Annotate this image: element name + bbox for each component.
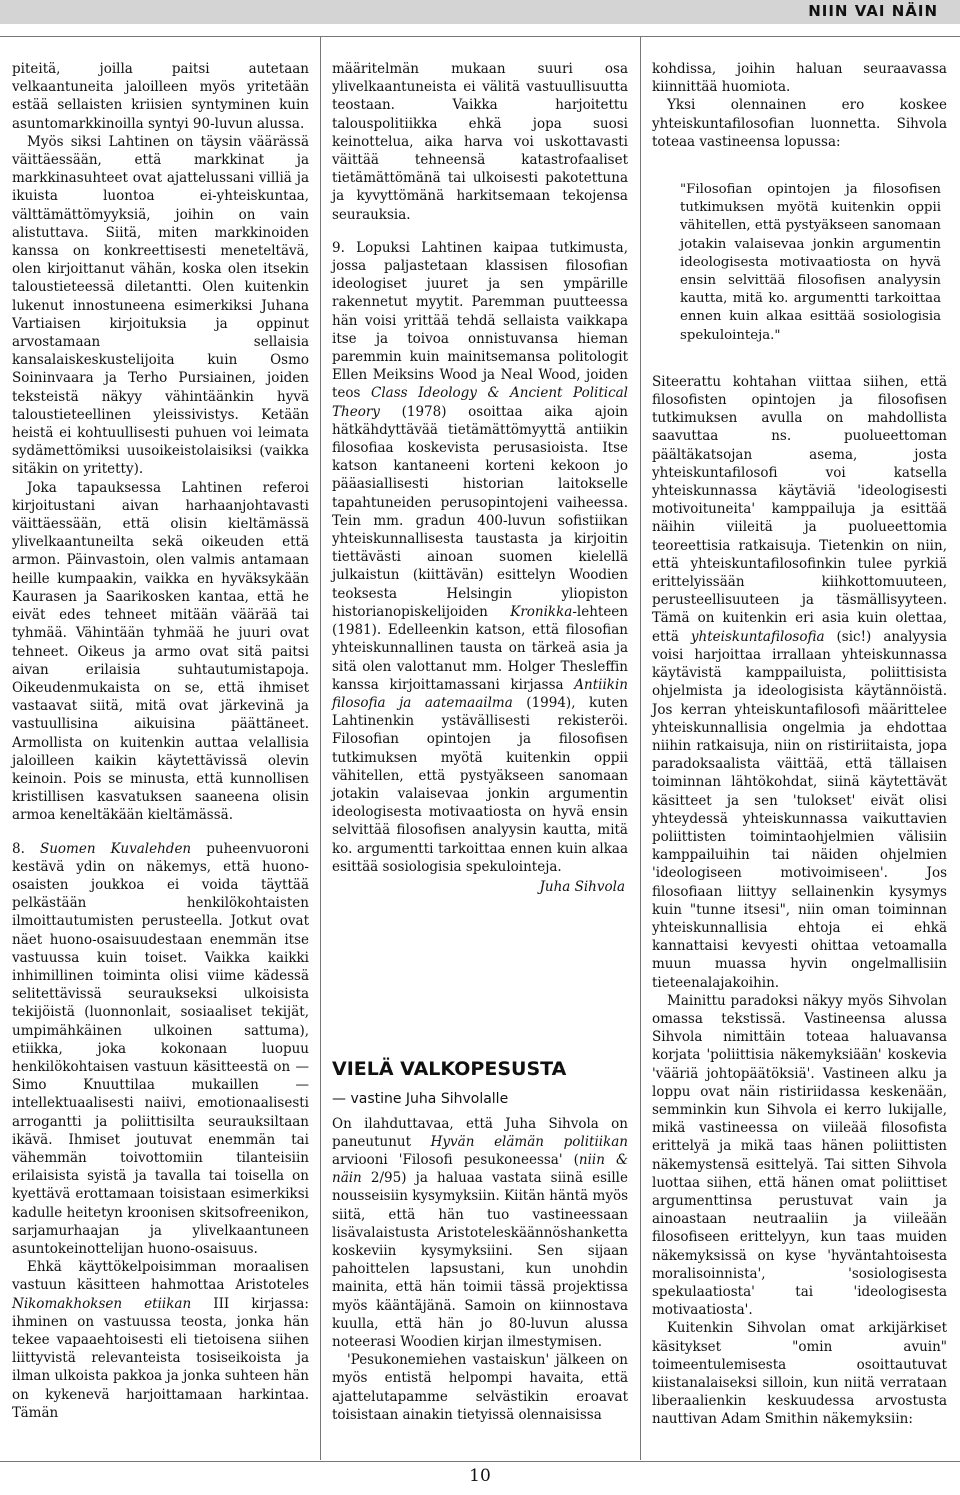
paragraph-text: puheenvuoroni kestävä ydin on näkemys, että huono-osaisten joukkoa ei voida täyttää pelkästään henkilökohtaisten ilmoittautumisten perusteella. Jotkut ovat näet huono-osaisuudestaan enemmän itse vastuussa kuin toiset. Vaikka kaikki inhimillinen toiminta olisi viime kädessä selitettävissä seuraukseksi ulkoisista tekijöistä (luonnonlait, sosiaaliset tekijät, umpimähkäinen ulkoinen sattuma), etiikka, joka kokonaan luopuu henkilökohtaisen vastuun käsitteestä on — Simo Knuuttilaa mukaillen — intellektuaalisesti naiivi, emotionaalisesti arrogantti ja poliittisilta seurauksiltaan ikävä. Ihmiset joutuvat enemmän tai vähemmän toivottomiin tilanteisiin erilaisista syistä ja tavalla tai toisella on kyettävä erottamaan toisistaan esimerkiksi kadulle heitetyn kroonisen skitsofreenikon, sarjamurhaajan ja ylivelkaantuneen asuntokeinottelijan huono-osaisuus.: [12, 840, 309, 1257]
paragraph: 'Pesukonemiehen vastaiskun' jälkeen on myös entistä helpompi havaita, että ajattelutapamme selvästikin eroavat toisistaan ainakin tietyissä olennaisissa: [332, 1352, 628, 1423]
publication-title: Kronikka: [510, 603, 573, 620]
book-title: Nikomakhoksen etiikan: [12, 1295, 192, 1312]
publication-title: Suomen Kuvalehden: [39, 840, 192, 857]
paragraph-text: Siteerattu kohtahan viittaa siihen, että filosofisten opintojen ja filosofisen tutkimuksen avulla on mahdollista saavuttaa ns. puolueettoman päältäkatsojan asema, josta yhteiskuntafilosofi voi katsella yhteiskunnassa käytäviä 'ideologisesti motivoituneita' kamppailuja ja esittää näihin viileitä ja puolueettomia teoreettisia ratkaisuja. Tietenkin on niin, että yhteiskuntafilosofinkin tulee pyrkiä erittelyissään kiihkottomuuteen, perusteellisuuteen ja täsmällisyyteen. Tämä on kuitenkin eri asia kuin olettaa, että: [652, 373, 947, 645]
column-3: [652, 60, 947, 1429]
publication-title: niin & näin: [332, 1151, 629, 1187]
paragraph: kohdissa, joihin haluan seuraavassa kiinnittää huomiota.: [652, 61, 947, 96]
column-rule: [320, 36, 321, 1460]
paragraph: [332, 239, 628, 876]
book-title: Antiikin filosofia ja aatemaailma: [332, 676, 628, 711]
paragraph-text: Ehkä käyttökelpoisimman moraalisen vastuun käsitteen hahmottaa Aristoteles: [12, 1259, 309, 1294]
paragraph: Myös siksi Lahtinen on täysin väärässä väittäessään, että markkinat ja markkinasuhteet ovat ajattelussani villiä ja ikuista luontoa ei-yhteiskuntaa, välttämättömyyksiä, joihin on vain alistuttava. Siitä, miten markkinoiden kanssa on konkreettisesti meneteltävä, olen kirjoittanut vähän, koska olen itsekin taloustieteessä diletantti. Olen kuitenkin lukenut innostuneena esimerkiksi Juhana Vartiaisen kirjoituksia ja oppinut arvostamaan sellaisia kansalaiskeskustelijoita kuin Osmo Soininvaara ja Terho Pursiainen, joiden teksteistä näkyy vähintäänkin hyvä taloustieteellinen yleissivistys. Ketään heistä ei kohtuullisesti puhuen voi leimata sydämettömiksi uusoikeistolaisiksi (vaikka sitäkin on yritetty).: [12, 133, 309, 478]
paragraph: Kuitenkin Sihvolan omat arkijärkiset käsitykset "omin avuin" toimeentulemisesta osoittautuvat kiistanalaiseksi silloin, kun niitä verrataan liberaalienkin keskuudessa arvostusta nauttivan Adam Smithin näkemyksiin:: [652, 1320, 947, 1428]
book-title: Hyvän elämän politiikan: [430, 1133, 629, 1150]
paragraph: määritelmän mukaan suuri osa ylivelkaantuneista ei välitä vastuullisuutta teostaan. Vaikka harjoitettu talouspolitiikka ehkä jopa suosi keinottelua, aika harva voi uskottavasti väittää tehneensä katastrofaaliset tietämättömänä tai ulkoisesti pakotettuna ja kyvyttömänä harkitsemaan tekojensa seurauksia.: [332, 61, 628, 223]
paragraph: piteitä, joilla paitsi autetaan velkaantuneita jaloilleen myös yritetään estää sellaisten kriisien syntyminen kuin asuntomarkkinoilla syntyi 90-luvun alussa.: [12, 61, 309, 132]
paragraph: [332, 1115, 628, 1352]
paragraph: Yksi olennainen ero koskee yhteiskuntafilosofian luonnetta. Sihvola toteaa vastineensa lopussa:: [652, 97, 947, 150]
column-1: [12, 60, 309, 1422]
article-title: VIELÄ VALKOPESUSTA: [332, 1058, 567, 1081]
column-rule: [640, 36, 641, 1460]
book-title: Class Ideology & Ancient Political Theory: [332, 385, 628, 420]
paragraph: Mainittu paradoksi näkyy myös Sihvolan omassa tekstissä. Vastineensa alussa Sihvola nimittäin toteaa haluavansa korjata 'poliittisia näkemyksiään' koskevia 'vääriä johtopäätöksiä'. Vastineen alku ja loppu ovat näin ristiriidassa keskenään, semminkin kun Sihvola ei kerro lukijalle, mikä vastineessa on viileää filosofista erittelyä ja mikä taas hänen poliittisten näkemystensä esittelyä. Tai sitten Sihvola luottaa siihen, että hänen omat poliittiset argumenttinsa perustuvat vain ja ainoastaan neutraaliin ja viileään filosofiseen erittelyyn, kun taas muiden näkemyksissä on kyse 'hyväntahtoisesta moralisoinnista', 'sosiologisesta spekulaatiosta' tai 'ideologisesta motivaatiosta'.: [652, 992, 947, 1319]
emphasis: yhteiskuntafilosofia: [690, 628, 825, 645]
paragraph-text: arvioonі 'Filosofi pesukoneessa' (: [332, 1151, 579, 1168]
paragraph-text: 2/95) ja haluaa vastata siinä esille nousseisiin kysymyksiin. Kiitän häntä myös siitä, että hän tuo vastineessaan lisävalaistusta Aristoteleskäännöshanketta koskeviin kysymyksiini. Sen sijaan pahoittelen lapsustani, kun unohdin mainita, että hän toimii tässä projektissa myös kääntäjänä. Samoin on kiinnostava kuulla, että hän jo 80-luvun alussa noteerasi Woodien kirjan ilmestymisen.: [332, 1170, 628, 1350]
paragraph: [12, 1258, 309, 1422]
paragraph-text: On ilahduttavaa, että Juha Sihvola on paneutunut: [332, 1115, 628, 1150]
paragraph-text: (1994), kuten Lahtinenkin ystävällisesti rekisteröi. Filosofian opintojen ja filosofisen tutkimuksen myötä kuitenkin oppii vähitellen, että pystyäkseen sanomaan jotakin valaisevaa jonkin argumentin ideologisesta motivaatiosta on hyvä ensin selvittää filosofisen analyysin kautta, mitä ko. argumentti tarkoittaa ennen kuin alkaa esittää sosiologisia spekulointeja.: [332, 694, 628, 875]
column-2: [332, 60, 628, 1424]
paragraph-text: (1978) osoittaa aika ajoin hätkähdyttävää tietämättömyyttä antiikin filosofiaa koskevista perusasioista. Itse katson kantaneeni korteni kekoon jo pääasiallisesti historian laitokselle tapahtuneiden perusopintojeni vaiheessa. Tein mm. gradun 400-luvun sofistiikan yhteiskunnallisesta taustasta ja kirjoitin tiettävästi ainoan suomen kielellä julkaistun (kiittävän) esittelyn Woodien teoksesta Helsingin yliopiston historianopiskelijoiden: [332, 403, 628, 620]
paragraph-text: III kirjassa: ihminen on vastuussa teosta, jonka hän tekee vapaaehtoisesti eli tietoisena siihen liittyvistä relevanteista tosiseikoista ja ilman ulkoista pakkoa ja jonka suhteen hän on kykenevä harjoittamaan harkintaa. Tämän: [12, 1295, 309, 1421]
section-number: 8.: [12, 840, 40, 857]
paragraph: [652, 373, 947, 992]
paragraph-text: (sic!) analyysia voisi harjoittaa irrallaan yhteiskunnassa käytävistä kamppailuista, poliittisista ohjelmista ja ideologisista käytännöistä. Jos kerran yhteiskuntafilosofi määrittelee yhteiskunnallisia ongelmia ja ehdottaa niihin ratkaisuja, niin on ristiriitaista, jopa paradoksaalista väittää, että tällaisen toiminnan lähtökohdat, siinä käytettävät käsitteet ja sen 'tulokset' eivät olisi yhteydessä yhteiskunnassa vaikuttavien poliittisten toimintaohjelmien välisiin kamppailuihin tai näiden ohjelmien 'ideologiseen motivoimiseen'. Jos filosofiaan liittyy sellainenkin kysymys kuin "tunne itsesi", niin oman toiminnan yhteiskunnallisia ehtoja ei ehkä kannattaisi kevyesti ohittaa vetoamalla muun muassa hyvin ongelmallisiin tieteenalajakoihin.: [652, 628, 947, 991]
running-header: NIIN VAI NÄIN: [808, 2, 938, 20]
paragraph-text: -lehteen (1981). Edelleenkin katson, että filosofian yhteiskunnallinen tausta on tärkeä asia ja sitä olen valottanut mm. Holger Thesleffin kanssa kirjoittamassani kirjassa: [332, 603, 628, 693]
page-number: 10: [469, 1466, 491, 1486]
paragraph-text: 9. Lopuksi Lahtinen kaipaa tutkimusta, jossa paljastetaan klassisen filosofian ideologiset juuret ja sen ympärille rakennetut myytit. Paremman puutteessa hän voisi yrittää tehdä sellaista vaikkapa itse ja toivoa onnistuvansa hieman paremmin kuin mainitsemansa politologit Ellen Meiksins Wood ja Neal Wood, joiden teos: [332, 239, 628, 402]
block-quote: "Filosofian opintojen ja filosofisen tutkimuksen myötä kuitenkin oppii vähitellen, että pystyäkseen sanomaan jotakin valaisevaa jonkin argumentin ideologisesta motivaatiosta on hyvä ensin selvittää filosofisen analyysin kautta, mitä ko. argumentti tarkoittaa ennen kuin alkaa esittää sosiologisia spekulointeja.": [680, 182, 941, 343]
paragraph: Joka tapauksessa Lahtinen referoi kirjoitustani aivan harhaanjohtavasti väittäessään, että olisin kieltämässä ylivelkaantuneilta sekä oikeuden että armon. Päinvastoin, olen valmis antamaan heille kumpaakin, vaikka en hyväksykään Kaurasen ja Saarikosken kantaa, että he eivät edes tehneet mitään väärää tai tyhmää. Vähintään tyhmää he juuri ovat tehneet. Oikeus ja armo ovat sitä paitsi aivan erilaisia suhtautumistapoja. Oikeudenmukaista on se, että ihmiset vastaavat siitä, mitä ovat järkevinä ja vastuullisina aikuisina päättäneet. Armollista on kuitenkin auttaa velallisia jaloilleen kaikin käytettävissä olevin keinoin. Pois se minusta, että kunnollisen kristillisen kasvatuksen saaneena olisin armoa keneltäkään kieltämässä.: [12, 479, 309, 824]
author-signature: Juha Sihvola: [539, 878, 625, 895]
paragraph: [12, 840, 309, 1259]
article-subtitle: — vastine Juha Sihvolalle: [332, 1091, 509, 1108]
